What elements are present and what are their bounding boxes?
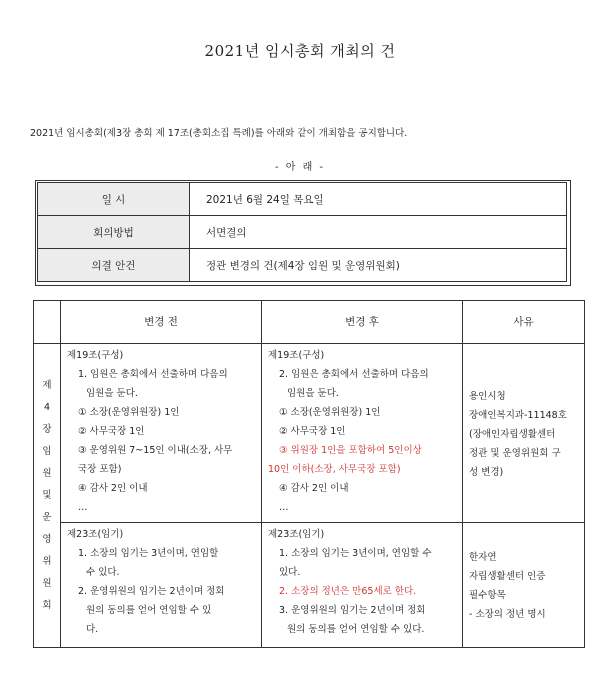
reason-line: - 소장의 정년 명시 <box>469 609 546 620</box>
clause-item: ① 소장(운영위원장) 1인 <box>279 407 381 418</box>
clause-text: 1. 소장의 임기는 3년이며, 연임할 수 <box>279 548 432 559</box>
meta-row-agenda <box>38 249 567 282</box>
clause-text: 원의 동의를 얻어 연임할 수 있 <box>86 605 212 616</box>
changed-clause-item: 10인 이하(소장, 사무국장 포함) <box>268 464 401 475</box>
side-char: 운 <box>42 511 52 523</box>
chapter-side-label <box>34 344 61 648</box>
meta-label: 의결 안건 <box>38 249 190 282</box>
meta-row-date <box>38 183 567 216</box>
reason-line: 장애인복지과-11148호 <box>469 409 567 421</box>
amendment-table <box>33 300 585 648</box>
clause-text: 2. 임원은 총회에서 선출하며 다음의 <box>279 369 429 380</box>
document-title: 2021년 임시총회 개최의 건 <box>204 42 396 60</box>
clause-text: 3. 운영위원의 임기는 2년이며 정회 <box>279 605 426 616</box>
side-char: 제 <box>42 379 52 391</box>
ellipsis: … <box>78 502 88 513</box>
clause-text: 임원을 둔다. <box>287 388 339 399</box>
reason-line: (장애인자립생활센터 <box>469 428 556 440</box>
side-char: 회 <box>42 599 52 611</box>
clause-text: 수 있다. <box>86 567 120 578</box>
side-char: 원 <box>42 577 52 589</box>
article-heading: 제23조(임기) <box>268 529 325 540</box>
clause-item: ② 사무국장 1인 <box>279 426 346 437</box>
after-article-23 <box>262 523 463 648</box>
clause-text: 원의 동의를 얻어 연임할 수 있다. <box>287 624 425 635</box>
article-heading: 제19조(구성) <box>67 350 124 361</box>
article-19-row <box>34 344 585 523</box>
before-article-19 <box>61 344 262 523</box>
clause-text: 있다. <box>279 567 301 578</box>
after-article-19 <box>262 344 463 523</box>
changed-clause-item: ③ 위원장 1인을 포함하여 5인이상 <box>279 445 422 456</box>
clause-text: 2. 운영위원의 임기는 2년이며 정회 <box>78 586 225 597</box>
header-before: 변경 전 <box>61 301 262 344</box>
clause-text: 1. 임원은 총회에서 선출하며 다음의 <box>78 369 228 380</box>
meta-label: 일 시 <box>38 183 190 216</box>
article-heading: 제23조(임기) <box>67 529 124 540</box>
meta-label: 회의방법 <box>38 216 190 249</box>
amendment-header-row <box>34 301 585 344</box>
reason-article-23 <box>463 523 585 648</box>
clause-item: ① 소장(운영위원장) 1인 <box>78 407 180 418</box>
header-reason: 사유 <box>463 301 585 344</box>
clause-text: 다. <box>86 624 99 635</box>
reason-line: 용인시청 <box>469 390 506 402</box>
clause-item: ④ 감사 2인 이내 <box>279 483 349 494</box>
ellipsis: … <box>279 502 289 513</box>
meta-value: 2021년 6월 24일 목요일 <box>190 183 567 216</box>
before-article-23 <box>61 523 262 648</box>
meta-row-method <box>38 216 567 249</box>
clause-item: ④ 감사 2인 이내 <box>78 483 148 494</box>
clause-item: ③ 운영위원 7~15인 이내(소장, 사무 <box>78 445 233 456</box>
clause-item: 국장 포함) <box>78 464 122 475</box>
changed-clause-text: 2. 소장의 정년은 만65세로 한다. <box>279 586 417 597</box>
clause-text: 임원을 둔다. <box>86 388 138 399</box>
reason-line: 자립생활센터 인증 <box>469 571 546 582</box>
section-divider-label: - 아 래 - <box>274 162 326 173</box>
side-char: 임 <box>42 445 52 457</box>
side-char: 영 <box>42 533 52 545</box>
meeting-info-table <box>37 182 567 282</box>
header-blank <box>34 301 61 344</box>
intro-text: 2021년 임시총회(제3장 총회 제 17조(총회소집 특례)를 아래와 같이 개최함을 공지합니다. <box>30 128 408 139</box>
reason-line: 정관 및 운영위원회 구 <box>469 447 561 459</box>
article-heading: 제19조(구성) <box>268 350 325 361</box>
side-char: 원 <box>42 467 52 479</box>
clause-text: 1. 소장의 임기는 3년이며, 연임할 <box>78 548 219 559</box>
header-after: 변경 후 <box>262 301 463 344</box>
reason-line: 성 변경) <box>469 466 504 478</box>
side-char: 및 <box>42 489 52 501</box>
meta-value: 정관 변경의 건(제4장 임원 및 운영위원회) <box>190 249 567 282</box>
clause-item: ② 사무국장 1인 <box>78 426 145 437</box>
side-char: 4 <box>43 401 51 413</box>
meta-value: 서면결의 <box>190 216 567 249</box>
reason-line: 한자연 <box>469 552 497 563</box>
side-char: 위 <box>42 555 52 567</box>
article-23-row <box>34 523 585 648</box>
reason-line: 필수항목 <box>469 590 506 601</box>
side-char: 장 <box>42 423 52 435</box>
reason-article-19 <box>463 344 585 523</box>
